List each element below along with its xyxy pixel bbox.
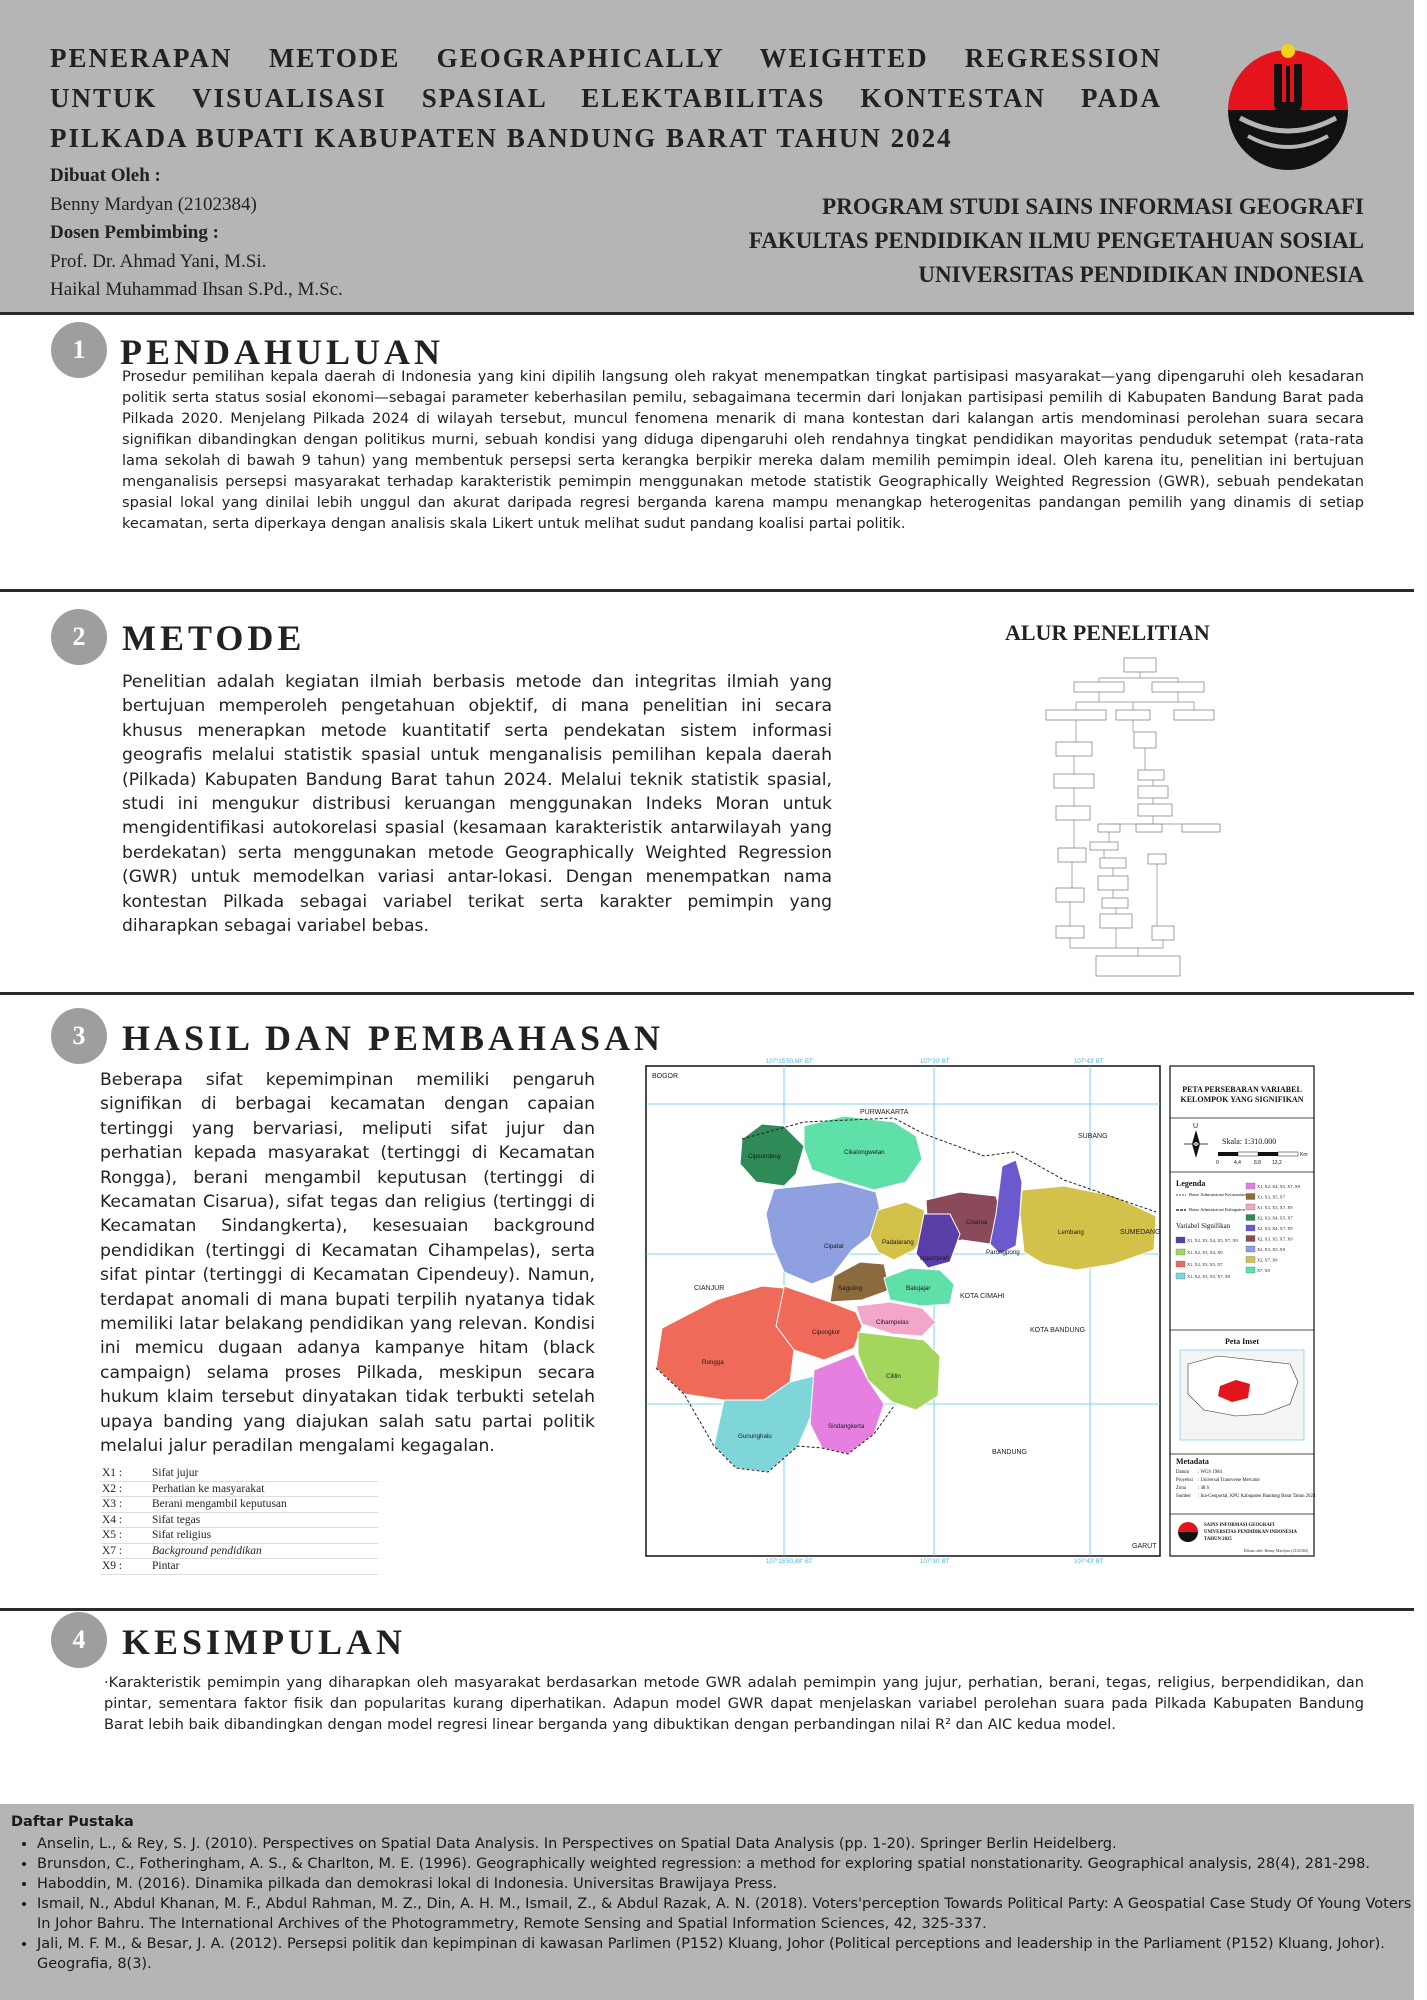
district-label: Cipatat [824,1243,844,1250]
section-number-1: 1 [51,322,107,378]
poster-title: PENERAPAN METODE GEOGRAPHICALLY WEIGHTED REGRESSION UNTUK VISUALISASI SPASIAL ELEKTABILITAS KONTESTAN PADA PILKADA BUPATI KABUPATEN BANDUNG BARAT TAHUN 2024 [50,43,1162,153]
variable-name: Sifat tegas [150,1512,378,1528]
legend-label: X2, X3, X5, X7, X9 [1257,1236,1293,1242]
section-number-2: 2 [51,609,107,665]
district-label: Cisarua [966,1219,988,1226]
method-paragraph: Penelitian adalah kegiatan ilmiah berbasis metode dan integritas ilmiah yang bertujuan memperoleh pengetahuan objektif, di mana penelitian ini secara khusus menerapkan metode kuantitatif serta pendekatan sistem informasi geografis melalui statistik spasial untuk menganalisis pemilihan kepala daerah (Pilkada) Kabupaten Bandung Barat tahun 2024. Melalui teknik statistik spasial, studi ini mengukur distribusi keruangan menggunakan Indeks Moran untuk mengidentifikasi autokorelasi spasial (kesamaan karakteristik antarwilayah yang berdekatan) serta menggunakan metode Geographically Weighted Regression (GWR) untuk memodelkan variasi antar-lokasi. Dengan menempatkan nama kontestan Pilkada sebagai variabel terikat serta karakter pemimpin yang diharapkan sebagai variabel bebas. [122,672,832,937]
legend-boundary-label: Batas Administrasi Kabupaten [1189,1207,1245,1212]
scale-tick: 8,8 [1254,1160,1261,1166]
university-name: UNIVERSITAS PENDIDIKAN INDONESIA [918,262,1364,287]
footer-author: Dibuat oleh: Benny Mardyan (2102384) [1243,1548,1308,1553]
table-row [100,1497,378,1513]
legend-swatch [1246,1204,1255,1210]
program-name: PROGRAM STUDI SAINS INFORMASI GEOGRAFI [822,194,1364,219]
legend-label: X1, X2, X3, X4, X5, X7, X9 [1187,1238,1238,1243]
mini-logo-icon [1178,1522,1198,1542]
variable-name: Background pendidikan [150,1543,378,1559]
legend-title: Legenda [1176,1179,1206,1188]
metadata-key: Zona [1176,1486,1186,1491]
legend-swatch [1246,1246,1255,1252]
section-divider [0,1608,1414,1611]
variable-code: X9 : [100,1559,150,1575]
footer-org: SAINS INFORMASI GEOGRAFI [1204,1523,1275,1528]
variable-code: X5 : [100,1528,150,1544]
footer-year: TAHUN 2025 [1204,1537,1232,1542]
legend-swatch [1246,1225,1255,1231]
reference-item: • Ismail, N., Abdul Khanan, M. F., Abdul Rahman, M. Z., Din, A. H. M., Ismail, Z., & Abdul Razak, A. N. (2018). Voters'perception Towards Political Party: A Geospatial Case Study Of Young Voters In Johor Bahru. The International Archives of the Photogrammetry, Remote Sensing and Spatial Information Sciences, 42, 325-337. [37,1894,1427,1934]
legend-swatch [1176,1273,1185,1279]
variable-code: X1 : [100,1466,150,1481]
reference-item: • Anselin, L., & Rey, S. J. (2010). Perspectives on Spatial Data Analysis. In Perspectives on Spatial Data Analysis (pp. 1-20). Springer Berlin Heidelberg. [37,1834,1427,1854]
author-name: Benny Mardyan (2102384) [50,193,257,215]
section-title-results: HASIL DAN PEMBAHASAN [122,1018,665,1058]
author-block [50,162,343,305]
area-label: SUBANG [1078,1133,1108,1140]
table-row [100,1543,378,1559]
district-label: Padalarang [882,1239,914,1246]
reference-item: • Haboddin, M. (2016). Dinamika pilkada dan demokrasi lokal di Indonesia. Universitas Brawijaya Press. [37,1874,1427,1894]
metadata-title: Metadata [1176,1457,1209,1466]
references-title: Daftar Pustaka [11,1814,134,1830]
area-label: BANDUNG [992,1449,1028,1456]
legend-swatch [1246,1194,1255,1200]
district-label: Cihampelas [876,1319,909,1326]
legend-variable-title: Variabel Signifikan [1176,1222,1231,1230]
variable-name: Sifat religius [150,1528,378,1544]
district-label: Batujajar [906,1285,931,1292]
area-label: CIANJUR [694,1285,725,1292]
legend-label: X2, X3, X5, X9 [1257,1247,1286,1252]
reference-item: • Jali, M. F. M., & Besar, J. A. (2012). Persepsi politik dan kepimpinan di kawasan Parlimen (P152) Kluang, Johor (Political perceptions and leadership in the Parliament (P152) Kluang, Johor). Geografia, 8(3). [37,1934,1427,1974]
section-divider [0,589,1414,592]
references-list [11,1834,1427,1974]
legend-swatch [1246,1215,1255,1221]
district-label: Saguling [838,1285,863,1292]
table-row [100,1481,378,1497]
inset-title: Peta Inset [1225,1337,1259,1346]
poster-header [0,0,1414,315]
map-tick-label: 107°30' BT [920,1559,950,1565]
legend-label: X1, X2, X3, X5, X7 [1187,1262,1223,1267]
district-label: Cililin [886,1373,901,1380]
map-tick-label: 107°43' BT [1074,1559,1104,1565]
research-flowchart [1040,652,1240,984]
map-tick-label: 107°15'50,88" BT [766,1559,813,1565]
made-by-label: Dibuat Oleh : [50,165,161,186]
district-label: Sindangkerta [828,1423,865,1430]
district-label: Cikalongwetan [844,1149,885,1156]
map-title-line: PETA PERSEBARAN VARIABEL [1182,1085,1302,1094]
table-row [100,1512,378,1528]
legend-label: X1, X2, X3, X4, X9 [1187,1250,1223,1255]
map-tick-label: 107°30' BT [920,1059,950,1065]
scale-bar [1218,1152,1298,1156]
references-section [0,1804,1414,2000]
faculty-name: FAKULTAS PENDIDIKAN ILMU PENGETAHUAN SOSIAL [748,228,1364,253]
map-tick-label: 107°43' BT [1074,1059,1104,1065]
variable-name: Pintar [150,1559,378,1575]
district-label: Ngamprah [920,1255,949,1262]
footer-uni: UNIVERSITAS PENDIDIKAN INDONESIA [1204,1530,1297,1535]
legend-swatch [1176,1249,1185,1255]
district-label: Parongpong [986,1249,1020,1256]
section-divider [0,992,1414,995]
section-title-intro: PENDAHULUAN [120,332,445,372]
district-label: Cipongkor [812,1329,841,1336]
area-label: BOGOR [652,1073,679,1080]
metadata-key: Proyeksi [1176,1478,1193,1483]
table-row [100,1466,378,1481]
legend-swatch [1176,1261,1185,1267]
legend-label: X1, X3, X5, X7 [1257,1194,1286,1200]
legend-label: X1, X3, X5, X7, X9 [1257,1205,1293,1210]
scale-tick: 4,4 [1234,1160,1241,1166]
legend-swatch [1246,1257,1255,1263]
university-logo [1220,40,1356,190]
scale-label: Skala: 1:310.000 [1222,1137,1277,1146]
district-label: Gununghalu [738,1433,772,1440]
table-row [100,1559,378,1575]
district-label: Lembang [1058,1229,1084,1236]
legend-label: X1, X2, X4, X5, X7, X9 [1257,1184,1301,1189]
north-label: U [1193,1123,1199,1130]
legend-label: X2, X3, X4, X5, X7 [1257,1215,1293,1221]
institution-block [749,190,1364,292]
legend-swatch [1246,1183,1255,1189]
variable-name: Berani mengambil keputusan [150,1497,378,1513]
variable-table [100,1466,378,1575]
area-label: KOTA BANDUNG [1030,1327,1086,1334]
metadata-value: : Ina-Geoportal, KPU Kabupaten Bandung Barat Tahun 2024 [1198,1494,1316,1499]
legend-swatch [1246,1236,1255,1242]
scale-unit: Km [1300,1152,1308,1158]
variable-code: X3 : [100,1497,150,1513]
variable-name: Perhatian ke masyarakat [150,1481,378,1497]
section-title-conclusion: KESIMPULAN [122,1622,407,1662]
conclusion-paragraph: ·Karakteristik pemimpin yang diharapkan oleh masyarakat berdasarkan metode GWR adalah pemimpin yang jujur, perhatian, berani, tegas, religius, berpendidikan, dan pintar, sementara faktor fisik dan popularitas kurang diperhatikan. Adapun model GWR dapat menjelaskan variabel perolehan suara pada Pilkada Kabupaten Bandung Barat lebih baik dibandingkan dengan model regresi linear berganda yang dibuktikan dengan perbandingan nilai R² dan AIC kedua model. [104,1674,1364,1733]
supervisor-label: Dosen Pembimbing : [50,222,219,243]
metadata-value: : 48 S [1198,1486,1210,1491]
section-number-3: 3 [51,1008,107,1064]
variable-code: X4 : [100,1512,150,1528]
supervisor-1: Prof. Dr. Ahmad Yani, M.Si. [50,250,267,272]
reference-item: • Brunsdon, C., Fotheringham, A. S., & Charlton, M. E. (1996). Geographically weighted regression: a method for exploring spatial nonstationarity. Geographical analysis, 28(4), 281-298. [37,1854,1427,1874]
legend-label: X7, X9 [1257,1268,1270,1273]
results-paragraph: Beberapa sifat kepemimpinan memiliki pengaruh signifikan di berbagai kecamatan dengan capaian tertinggi yang bervariasi, meliputi sifat jujur dan perhatian kepada masyarakat (tertinggi di Kecamatan Rongga), berani mengambil keputusan (tertinggi di Kecamatan Cisarua), sifat tegas dan religius (tertinggi di Kecamatan Sindangkerta), kesesuaian background pendidikan (tertinggi di Kecamatan Cihampelas), serta sifat pintar (tertinggi di Kecamatan Cipendeuy). Namun, terdapat anomali di mana bupati terpilih nyatanya tidak memiliki latar belakang pendidikan yang relevan. Kondisi ini memicu dugaan adanya kampanye hitam (black campaign) selama proses Pilkada, meskipun secara hukum klaim tersebut dinyatakan tidak terbukti setelah upaya banding yang diajukan salah satu partai politik melalui jalur peradilan mengalami kegagalan. [100,1070,595,1457]
scale-tick: 0 [1216,1160,1219,1166]
supervisor-2: Haikal Muhammad Ihsan S.Pd., M.Sc. [50,279,343,300]
legend-label: X1, X2, X3, X5, X7, X9 [1187,1274,1231,1279]
section-title-method: METODE [122,618,306,658]
map-title-line: KELOMPOK YANG SIGNIFIKAN [1180,1095,1304,1104]
legend-label: X2, X7, X9 [1257,1257,1278,1263]
flowchart-title: ALUR PENELITIAN [1005,620,1210,645]
legend-boundary-label: Batas Administrasi Kecamatan [1189,1192,1246,1197]
table-row [100,1528,378,1544]
metadata-key: Datum [1176,1470,1190,1475]
legend-swatch [1176,1237,1185,1243]
metadata-key: Sumber [1176,1494,1191,1499]
variable-name: Sifat jujur [150,1466,378,1481]
intro-paragraph: Prosedur pemilihan kepala daerah di Indonesia yang kini dipilih langsung oleh rakyat menempatkan tingkat partisipasi masyarakat—yang dipengaruhi oleh kesadaran politik serta status sosial ekonomi—sebagai parameter keberhasilan pemilu, sebagaimana tecermin dari lonjakan partisipasi pemilih di Kabupaten Bandung Barat pada Pilkada 2020. Menjelang Pilkada 2024 di wilayah tersebut, muncul fenomena menarik di mana kontestan dari kalangan artis mendominasi perolehan suara secara signifikan dibandingkan dengan politikus murni, sebuah kondisi yang diduga dipengaruhi oleh rendahnya tingkat pendidikan mayoritas penduduk setempat (rata-rata lama sekolah di bawah 9 tahun) yang membentuk persepsi serta kerangka berpikir mereka dalam memilih pemimpin ideal. Oleh karena itu, penelitian ini bertujuan menganalisis persepsi masyarakat terhadap karakteristik pemimpin menggunakan metode statistik Geographically Weighted Regression (GWR), sebuah pendekatan spasial lokal yang dinilai lebih unggul dan akurat daripada regresi berganda karena mampu menangkap heterogenitas pandangan pemilih yang dinamis di setiap kecamatan, serta diperkaya dengan analisis skala Likert untuk melihat sudut pandang koalisi partai politik. [122,368,1364,532]
area-label: SUMEDANG [1120,1229,1161,1236]
scale-tick: 13,2 [1272,1160,1282,1166]
legend-label: X2, X3, X4, X7, X9 [1257,1226,1293,1231]
area-label: GARUT [1132,1543,1157,1550]
legend-swatch [1246,1267,1255,1273]
variable-code: X2 : [100,1481,150,1497]
area-label: PURWAKARTA [860,1109,909,1116]
metadata-value: : Universal Transverse Mercator [1198,1478,1260,1483]
area-label: KOTA CIMAHI [960,1293,1005,1300]
district-label: Cipeundeuy [748,1153,782,1160]
metadata-value: : WGS 1984 [1198,1470,1222,1475]
map-tick-label: 107°15'50,88" BT [766,1059,813,1065]
section-number-4: 4 [51,1612,107,1668]
district-label: Rongga [702,1359,724,1366]
significance-map [644,1059,1318,1565]
variable-code: X7 : [100,1543,150,1559]
